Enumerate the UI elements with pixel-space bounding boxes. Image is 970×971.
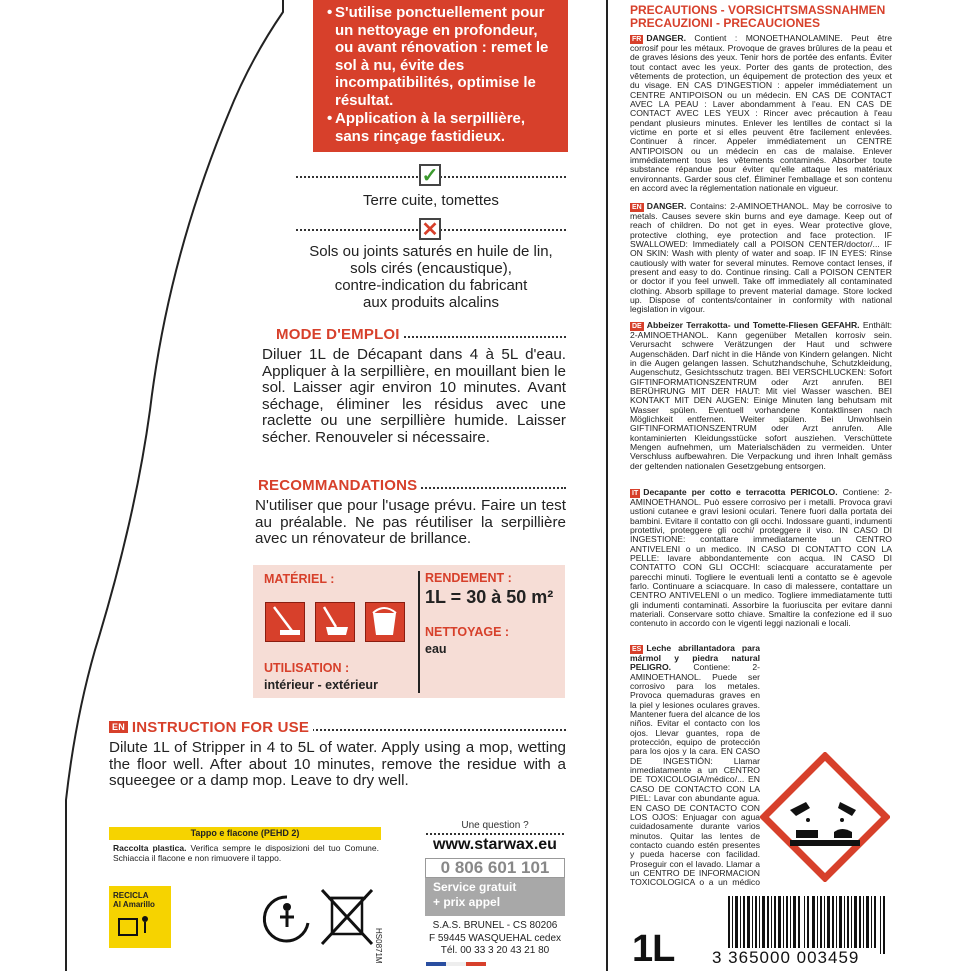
service-line: + prix appel (433, 895, 501, 909)
utilisation-value: intérieur - extérieur (264, 678, 378, 692)
product-code: HS0871M (374, 928, 383, 964)
unsuitable-line: sols cirés (encaustique), (350, 260, 512, 277)
benefits-box (313, 0, 568, 152)
mode-emploi-text: Diluer 1L de Décapant dans 4 à 5L d'eau. Appliquer à la serpillière, en mouillant bien le sol. Laisser agir environ 10 minutes. Avant séchage, éliminer les résidus avec une raclette ou une serpillière humide. Laisser sécher. Renouveler si nécessaire. (262, 346, 566, 446)
recycle-bin-icon (113, 913, 153, 939)
recommandations-title: RECOMMANDATIONS (258, 477, 421, 494)
divider (426, 833, 564, 835)
barcode (728, 896, 888, 954)
benefit-item: • Application à la serpillière, sans rinçage fastidieux. (327, 110, 558, 145)
lang-text: Enthält: 2-AMINOETHANOL. Kann gegenüber Metallen korrosiv sein. Verursacht schwere Verätzungen der Haut und schwere Augenschäden. Darf nicht in die Hände von Kindern gelangen. Nicht in die Augen gelangen lassen. Schutzhandschuhe, Schutzkleidung, Augenschutz, Gesichtsschutz tragen. BEI VERSCHLUCKEN: Sofort GIFTINFORMATIONSZENTRUM oder Arzt anrufen. BEI BERÜHRUNG MIT DER HAUT: Mit viel Wasser waschen. BEI KONTAKT MIT DEN AUGEN: Einige Minuten lang behutsam mit Wasser spülen. Eventuell vorhandene Kontaktlinsen nach Möglichkeit entfernen. Weiter spülen. Bei Unwohlsein GIFTINFORMATIONSZENTRUM oder Arzt anrufen. Alle kontaminierten Kleidungsstücke sofort ausziehen. Verschüttete Mengen aufnehmen, um Materialschäden zu vermeiden. Unter Verschluss aufbewahren. Die Verpackung und ihren Inhalt gemäss der geltenden nationalen Gesetzgebung entsorgen. (630, 321, 892, 471)
phone-number[interactable]: 0 806 601 101 (425, 858, 565, 878)
recicla-badge (109, 886, 171, 948)
contact-block (420, 820, 570, 878)
instruction-title (109, 719, 313, 736)
lang-head: DANGER. (646, 202, 687, 211)
cross-icon: ✕ (419, 218, 441, 240)
mop-icon (265, 602, 305, 642)
divider (418, 571, 420, 693)
barcode-number: 3 365000 003459 (712, 948, 860, 967)
en-badge: EN (109, 721, 128, 733)
lang-head: Leche abrillantadora para mármol y piedra natural PELIGRO. (630, 644, 760, 673)
precautions-title-line: PRECAUZIONI - PRECAUCIONES (630, 16, 821, 30)
nettoyage-value: eau (425, 642, 447, 656)
rendement-label: RENDEMENT : (425, 571, 512, 585)
lang-tag: IT (632, 490, 639, 497)
benefit-item: • S'utilise ponctuellement pour un nettoyage en profondeur, ou avant rénovation : remet le sol à nu, évite des incompatibilités, optimise le résultat. (327, 4, 558, 109)
precautions-title-line: PRECAUTIONS - VORSICHTSMASSNAHMEN (630, 3, 886, 17)
recommandations-text: N'utiliser que pour l'usage prévu. Faire un test au préalable. Ne pas réutiliser la serpillière avec un rénovateur de brillance. (255, 497, 566, 548)
precaution-it (630, 488, 892, 643)
recycling-bar: Tappo e flacone (PEHD 2) (109, 827, 381, 840)
flag-red (466, 962, 486, 966)
bucket-icon (365, 602, 405, 642)
precautions-title (630, 4, 890, 30)
mode-emploi-title: MODE D'EMPLOI (276, 326, 404, 343)
instruction-title-text: INSTRUCTION FOR USE (131, 719, 310, 736)
lang-tag: EN (632, 204, 642, 211)
triman-icon (262, 893, 312, 945)
lang-text: Contient : MONOETHANOLAMINE. Peut être corrosif pour les métaux. Provoque de graves brûlures de la peau et de graves lésions des yeux. Tenir hors de portée des enfants. Éviter tout contact avec les yeux. Porter des gants de protection, des vêtements de protection, un équipement de protection des yeux et du visage. EN CAS D'INGESTION : appeler immédiatement un CENTRE ANTIPOISON ou un médecin. EN CAS DE CONTACT AVEC LA PEAU : Laver abondamment à l'eau. EN CAS DE CONTACT AVEC LES YEUX : Rincer avec précaution à l'eau pendant plusieurs minutes. Enlever les lentilles de contact si la victime en porte et si elles peuvent être facilement enlevées. Continuer à rincer. Appeler immédiatement un CENTRE ANTIPOISON ou un médecin en cas de malaise. Enlever immédiatement tous les vêtements contaminés. Absorber toute substance répandue pour éviter qu'elle attaque les matériaux environnants. Garder sous clef. Éliminer l'emballage et son contenu en accord avec la réglementation nationale en vigueur. (630, 34, 892, 194)
precaution-en (630, 202, 892, 320)
question-text: Une question ? (461, 820, 529, 831)
unsuitable-line: Sols ou joints saturés en huile de lin, (309, 243, 553, 260)
lang-head: Abbeizer Terrakotta- und Tomette-Fliesen GEFAHR. (646, 321, 860, 330)
lang-tag: ES (632, 646, 642, 653)
check-icon: ✓ (419, 164, 441, 186)
recycling-bold: Raccolta plastica. (113, 843, 187, 853)
rendement-value: 1L = 30 à 50 m² (425, 587, 554, 607)
flag-blue (426, 962, 446, 966)
service-line: Service gratuit (433, 880, 517, 894)
company-name: S.A.S. BRUNEL - CS 80206 (432, 920, 558, 931)
crossed-bin-icon (318, 886, 376, 948)
lang-text: Contiene: 2-AMINOETHANOL. Puede ser corrosivo para los metales. Provoca quemaduras graves en la piel y lesiones oculares graves. Mantener fuera del alcance de los niños. Evitar el contacto con los ojos. Llevar guantes, ropa de protección, equipo de protección para los ojos y la cara. EN CASO DE INGESTIÓN: Llamar inmediatamente a un CENTRO DE TOXICOLOGIA/médico/... EN CASO DE CONTACTO CON LA PIEL: Lavar con abundante agua. EN CASO DE CONTACTO CON LOS OJOS: Enjuagar con agua cuidadosamente durante varios minutos. Quitar las lentes de contacto cuando estén presentes y pueda hacerse con facilidad. Proseguir con el lavado. Llamar a un CENTRO DE INFORMACION TOXICOLOGICA o a un médico (630, 662, 760, 888)
utilisation-label: UTILISATION : (264, 661, 350, 675)
corrosive-hazard-icon (760, 752, 890, 882)
squeegee-icon (315, 602, 355, 642)
lang-tag: DE (632, 323, 642, 330)
instruction-text: Dilute 1L of Stripper in 4 to 5L of water. Apply using a mop, wetting the floor well. After about 10 minutes, remove the residue with a squeegee or a damp mop. Leave to dry well. (109, 739, 566, 790)
lang-head: DANGER. (646, 34, 686, 43)
company-tel: Tél. 00 33 3 20 43 21 80 (440, 945, 550, 956)
recycling-text (113, 843, 379, 863)
lang-tag: FR (632, 36, 642, 43)
materiel-label: MATÉRIEL : (264, 572, 335, 586)
recicla-line: Al Amarillo (113, 900, 155, 909)
suitable-surfaces: Terre cuite, tomettes (363, 192, 499, 209)
company-address (420, 920, 570, 958)
flag-white (446, 962, 466, 966)
company-address-line: F 59445 WASQUEHAL cedex (428, 932, 562, 944)
website-link[interactable]: www.starwax.eu (433, 836, 557, 853)
lang-text: Contiene: 2-AMINOETHANOL. Può essere corrosivo per i metalli. Provoca gravi ustioni cutanee e gravi lesioni oculari. Tenere fuori dalla portata dei bambini. Evitare il contatto con gli occhi. Indossare guanti, indumenti protettivi, proteggere gli occhi/ proteggere il viso. IN CASO DI INGESTIONE: contattare immediatamente un CENTRO ANTIVELENI o un medico. IN CASO DI CONTATTO CON LA PELLE: lavare abbondantemente con acqua. IN CASO DI CONTATTO CON GLI OCCHI: sciacquare accuratamente per parecchi minuti. Togliere le eventuali lenti a contatto se è agevole farlo. Continuare a sciacquare. In caso di malessere, contattare un CENTRO ANTIVELENI o un medico. Togliere immediatamente tutti gli indumenti contaminati. Assorbire la fuoriuscita per evitare danni materiali. Conservare sotto chiave. Smaltire la confezione ed il suo contenuto in accordo con le vigenti leggi nazionali e locali. (630, 488, 892, 629)
service-badge (425, 878, 565, 916)
lang-head: Decapante per cotto e terracotta PERICOLO. (643, 488, 838, 497)
recycling-body: Verifica sempre le disposizioni del tuo Comune. Schiaccia il flacone e non rimuovere il tappo. (113, 843, 380, 863)
precaution-de (630, 321, 892, 486)
unsuitable-line: contre-indication du fabricant (334, 277, 528, 294)
nettoyage-label: NETTOYAGE : (425, 625, 510, 639)
lang-text: Contains: 2-AMINOETHANOL. May be corrosive to metals. Causes severe skin burns and eye damage. Keep out of reach of children. Do not get in eyes. Wear protective glove, protective clothing, eye protection and face protection. IF SWALLOWED: Immediately call a POISON CENTER/doctor/... IF ON SKIN: Wash with plenty of water and soap. IF IN EYES: Rinse cautiously with water for several minutes. Remove contact lenses, if present and easy to do. Continue rinsing. Call a POISON CENTER or doctor if you feel unwell. Take off immediately all contaminated clothing. Absorb spillage to prevent material damage. Store locked up. Dispose of contents/container in conformity with national legislation in vigour. (630, 202, 892, 315)
precaution-es (630, 644, 760, 888)
unsuitable-line: aux produits alcalins (363, 294, 499, 311)
precaution-fr (630, 34, 892, 202)
recicla-line: RECICLA (113, 891, 149, 900)
unsuitable-surfaces (296, 243, 566, 311)
info-box (253, 565, 565, 698)
volume-label: 1L (632, 928, 675, 970)
